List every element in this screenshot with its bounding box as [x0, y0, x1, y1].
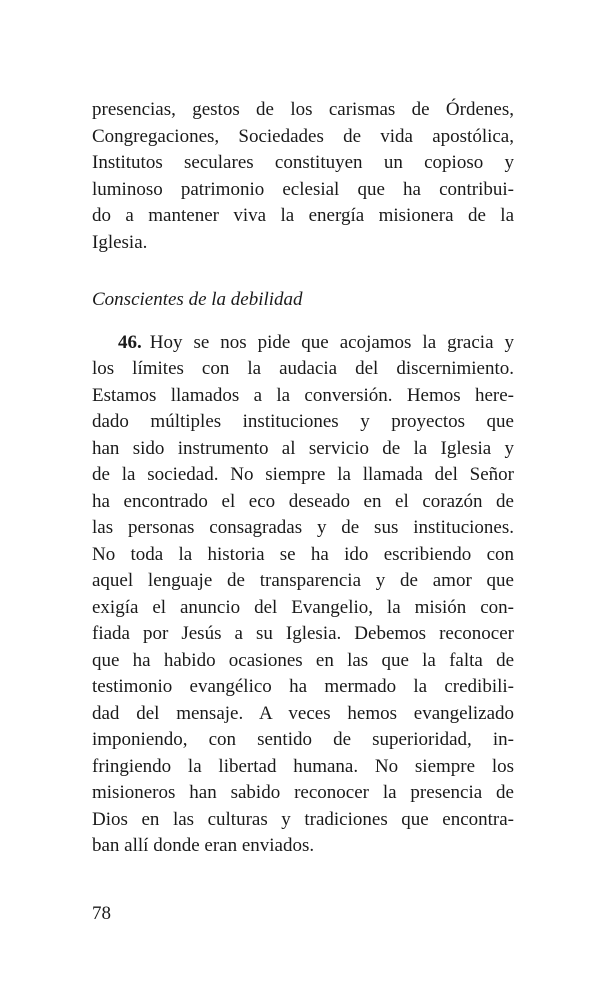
text-line: las personas consagradas y de sus instituciones. [92, 517, 514, 538]
text-line: No toda la historia se ha ido escribiendo con [92, 543, 514, 565]
text-line: aquel lenguaje de transparencia y de amor que [92, 570, 514, 591]
text-line: de la sociedad. No siempre la llamada del Señor [92, 464, 514, 485]
text-line: imponiendo, con sentido de superioridad, in- [92, 729, 514, 750]
text-line: presencias, gestos de los carismas de Órdenes, [92, 99, 514, 120]
text-line: ha encontrado el eco deseado en el corazón de [92, 490, 514, 512]
text-line: Institutos seculares constituyen un copioso y [92, 152, 514, 173]
paragraph-46 [92, 330, 514, 860]
text-line: misioneros han sabido reconocer la presencia de [92, 782, 514, 803]
text-line: los límites con la audacia del discernimiento. [92, 358, 514, 379]
text-line: han sido instrumento al servicio de la Iglesia y [92, 437, 514, 459]
text-line: fiada por Jesús a su Iglesia. Debemos reconocer [92, 623, 514, 644]
page-number: 78 [92, 903, 111, 924]
text-line: Congregaciones, Sociedades de vida apostólica, [92, 125, 514, 147]
text-line: ban allí donde eran enviados. [92, 835, 315, 856]
text-line: Dios en las culturas y tradiciones que encontra- [92, 808, 514, 830]
text-line: que ha habido ocasiones en las que la falta de [92, 649, 514, 671]
text-line: luminoso patrimonio eclesial que ha contribui- [92, 178, 514, 200]
paragraph-number: 46. [118, 331, 142, 353]
text-line: dad del mensaje. A veces hemos evangelizado [92, 702, 514, 724]
text-line: do a mantener viva la energía misionera de la [92, 205, 514, 226]
text-line: exigía el anuncio del Evangelio, la misión con- [92, 596, 514, 618]
text-line: Estamos llamados a la conversión. Hemos here- [92, 384, 514, 406]
section-heading: Conscientes de la debilidad [92, 289, 303, 310]
text-line [92, 330, 514, 357]
text-line: testimonio evangélico ha mermado la credibili- [92, 676, 514, 697]
text-line: fringiendo la libertad humana. No siempre los [92, 755, 514, 777]
text-line: Iglesia. [92, 231, 148, 253]
page-body [92, 97, 514, 860]
text-line: dado múltiples instituciones y proyectos que [92, 411, 514, 432]
text-line-content: Hoy se nos pide que acojamos la gracia y [149, 331, 514, 353]
paragraph-continued [92, 97, 514, 256]
